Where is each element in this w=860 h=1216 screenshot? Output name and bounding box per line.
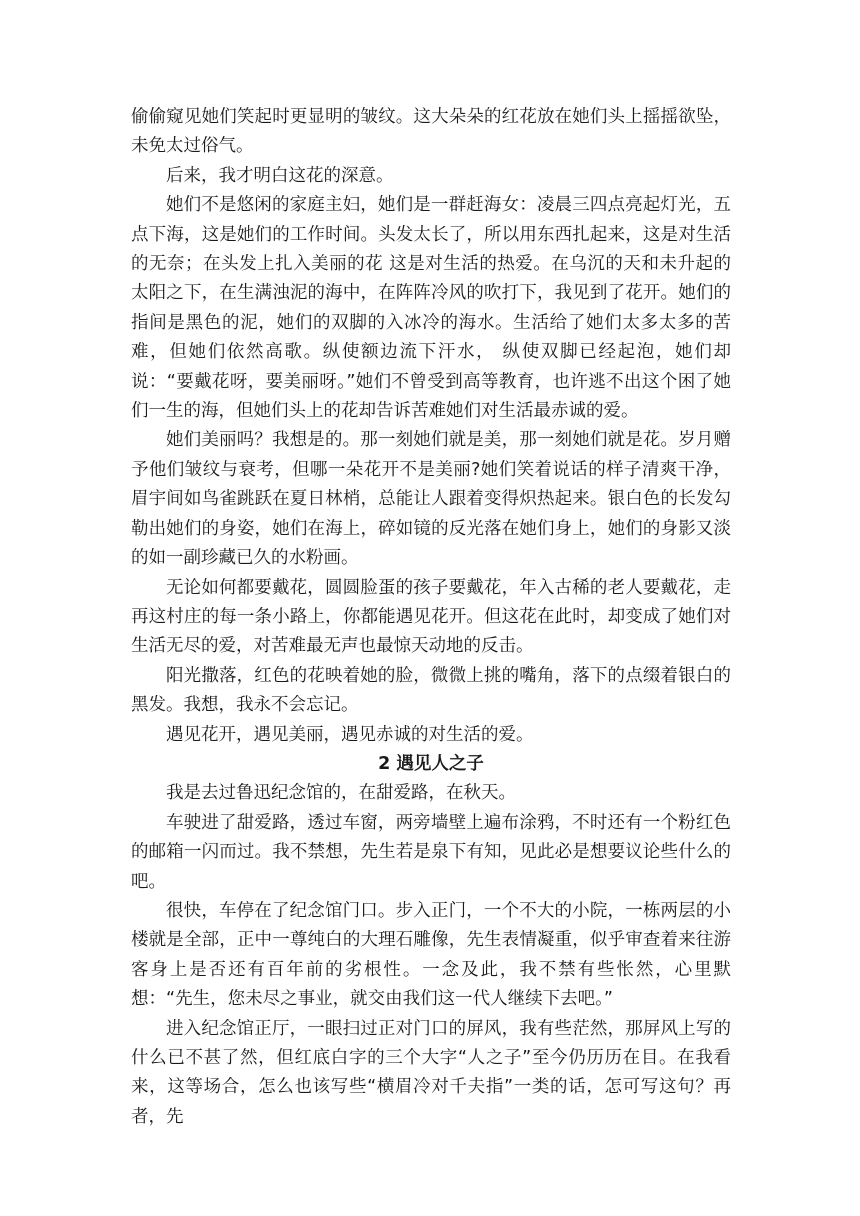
paragraph: 我是去过鲁迅纪念馆的，在甜爱路，在秋天。: [166, 783, 516, 804]
paragraph: 遇见花开，遇见美丽，遇见赤诚的对生活的爱。: [166, 724, 534, 745]
paragraph: 车驶进了甜爱路，透过车窗，两旁墙壁上遍布涂鸦，不时还有一个粉红色的邮箱一闪而过。我不禁想，先生若是泉下有知，见此必是想要议论些什么的吧。: [131, 812, 731, 892]
paragraph: 很快，车停在了纪念馆门口。步入正门，一个不大的小院，一栋两层的小楼就是全部，正中一尊纯白的大理石雕像，先生表情凝重，似乎审查着来往游客身上是否还有百年前的劣根性。一念及此，我不禁有些怅然，心里默想：“先生，您未尽之事业，就交由我们这一代人继续下去吧。”: [131, 900, 731, 1010]
paragraph: 进入纪念馆正厅，一眼扫过正对门口的屏风，我有些茫然，那屏风上写的什么已不甚了然，但红底白字的三个大字“人之子”至今仍历历在目。在我看来，这等场合，怎么也该写些“横眉冷对千夫指”一类的话，怎可写这句？再者，先: [131, 1018, 731, 1127]
paragraph: 她们不是悠闲的家庭主妇，她们是一群赶海女：凌晨三四点亮起灯光，五点下海，这是她们的工作时间。头发太长了，所以用东西扎起来，这是对生活的无奈；在头发上扎入美丽的花 这是对生活的热爱。在乌沉的天和未升起的太阳之下，在生满浊泥的海中，在阵阵冷风的吹打下，我见到了花开。她们的指间是黑色的泥，她们的双脚的入冰冷的海水。生活给了她们太多太多的苦难，但她们依然高歌。纵使额边流下汗水， 纵使双脚已经起泡，她们却说：“要戴花呀，要美丽呀。”她们不曾受到高等教育，也许逃不出这个困了她们一生的海，但她们头上的花却告诉苦难她们对生活最赤诚的爱。: [131, 195, 731, 422]
document-body: [131, 103, 731, 1132]
paragraph: 她们美丽吗？我想是的。那一刻她们就是美，那一刻她们就是花。岁月赠予他们皱纹与衰考，但哪一朵花开不是美丽?她们笑着说话的样子清爽干净，眉宇间如鸟雀跳跃在夏日林梢，总能让人跟着变得炽热起来。银白色的长发勾勒出她们的身姿，她们在海上，碎如镜的反光落在她们身上，她们的身影又淡的如一副珍藏已久的水粉画。: [131, 430, 731, 569]
paragraph: 后来，我才明白这花的深意。: [166, 165, 394, 186]
paragraph: 阳光撒落，红色的花映着她的脸，微微上挑的嘴角，落下的点缀着银白的黑发。我想，我永不会忘记。: [131, 665, 731, 716]
paragraph: 无论如何都要戴花，圆圆脸蛋的孩子要戴花，年入古稀的老人要戴花，走再这村庄的每一条小路上，你都能遇见花开。但这花在此时，却变成了她们对生活无尽的爱，对苦难最无声也最惊天动地的反击。: [131, 577, 731, 657]
section-title: 2 遇见人之子: [378, 753, 484, 774]
paragraph-continued: 偷偷窥见她们笑起时更显明的皱纹。这大朵朵的红花放在她们头上摇摇欲坠，未免太过俗气。: [131, 107, 731, 157]
